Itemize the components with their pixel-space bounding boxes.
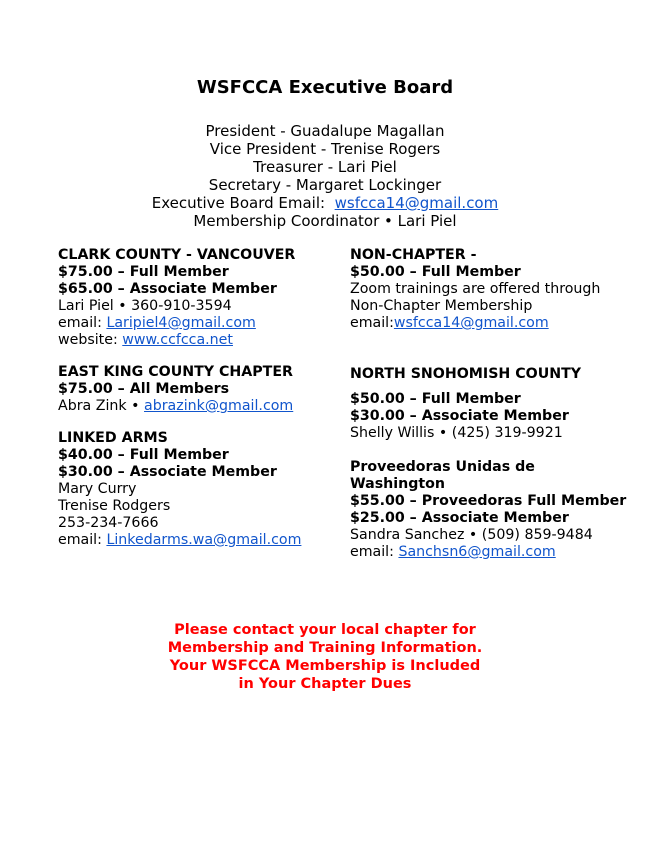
membership-notice [0,621,650,693]
clark-email-label: email: [58,315,102,331]
linked-arms-person1: Mary Curry [58,481,137,497]
non-chapter-price: $50.00 – Full Member [350,264,521,280]
east-king-email-link[interactable]: abrazink@gmail.com [144,398,294,414]
non-chapter-email-label: email: [350,315,394,331]
clark-heading: CLARK COUNTY - VANCOUVER [58,247,296,263]
president: President - Guadalupe Magallan [205,122,445,140]
non-chapter-line1: Zoom trainings are offered through [350,281,601,297]
executive-board [0,122,650,230]
proveedoras-full-price: $55.00 – Proveedoras Full Member [350,493,627,509]
non-chapter-email-link[interactable]: wsfcca14@gmail.com [393,315,549,331]
proveedoras-email-line [350,544,640,561]
non-chapter-line2: Non-Chapter Membership [350,298,533,314]
east-king-price: $75.00 – All Members [58,381,230,397]
board-email-label: Executive Board Email: [151,194,326,212]
clark-county-section [58,247,348,349]
non-chapter-section [350,247,640,332]
linked-arms-assoc-price: $30.00 – Associate Member [58,464,277,480]
linked-arms-heading: LINKED ARMS [58,430,168,446]
clark-email-line [58,315,348,332]
non-chapter-heading: NON-CHAPTER - [350,247,477,263]
linked-arms-email-label: email: [58,532,102,548]
linked-arms-email-line [58,532,348,549]
proveedoras-email-label: email: [350,544,394,560]
east-king-contact-line [58,398,348,415]
east-king-contact: Abra Zink • [58,398,140,414]
membership-coordinator: Membership Coordinator • Lari Piel [193,212,457,230]
east-king-section [58,364,348,415]
clark-full-price: $75.00 – Full Member [58,264,229,280]
north-snohomish-assoc-price: $30.00 – Associate Member [350,408,569,424]
clark-contact: Lari Piel • 360-910-3594 [58,298,232,314]
notice-line2: Membership and Training Information. [167,640,483,656]
notice-line4: in Your Chapter Dues [238,676,412,692]
proveedoras-contact: Sandra Sanchez • (509) 859-9484 [350,527,593,543]
page-title: WSFCCA Executive Board [196,77,454,98]
clark-email-link[interactable]: Laripiel4@gmail.com [106,315,256,331]
clark-assoc-price: $65.00 – Associate Member [58,281,277,297]
linked-arms-person2: Trenise Rodgers [58,498,171,514]
north-snohomish-section [350,366,640,442]
north-snohomish-full-price: $50.00 – Full Member [350,391,521,407]
notice-line3: Your WSFCCA Membership is Included [169,658,481,674]
north-snohomish-heading: NORTH SNOHOMISH COUNTY [350,366,582,382]
clark-website-link[interactable]: www.ccfcca.net [122,332,233,348]
north-snohomish-contact: Shelly Willis • (425) 319-9921 [350,425,563,441]
linked-arms-section [58,430,348,549]
linked-arms-full-price: $40.00 – Full Member [58,447,229,463]
proveedoras-heading-line2: Washington [350,476,446,492]
notice-line1: Please contact your local chapter for [174,622,476,638]
east-king-heading: EAST KING COUNTY CHAPTER [58,364,293,380]
vice-president: Vice President - Trenise Rogers [209,140,441,158]
treasurer: Treasurer - Lari Piel [253,158,397,176]
clark-website-label: website: [58,332,118,348]
clark-website-line [58,332,348,349]
proveedoras-section [350,459,640,561]
non-chapter-email-line [350,315,640,332]
proveedoras-assoc-price: $25.00 – Associate Member [350,510,569,526]
board-email-line [0,194,650,212]
proveedoras-email-link[interactable]: Sanchsn6@gmail.com [398,544,556,560]
linked-arms-phone: 253-234-7666 [58,515,159,531]
proveedoras-heading-line1: Proveedoras Unidas de [350,459,535,475]
board-email-link[interactable]: wsfcca14@gmail.com [334,194,499,212]
secretary: Secretary - Margaret Lockinger [208,176,442,194]
linked-arms-email-link[interactable]: Linkedarms.wa@gmail.com [106,532,302,548]
